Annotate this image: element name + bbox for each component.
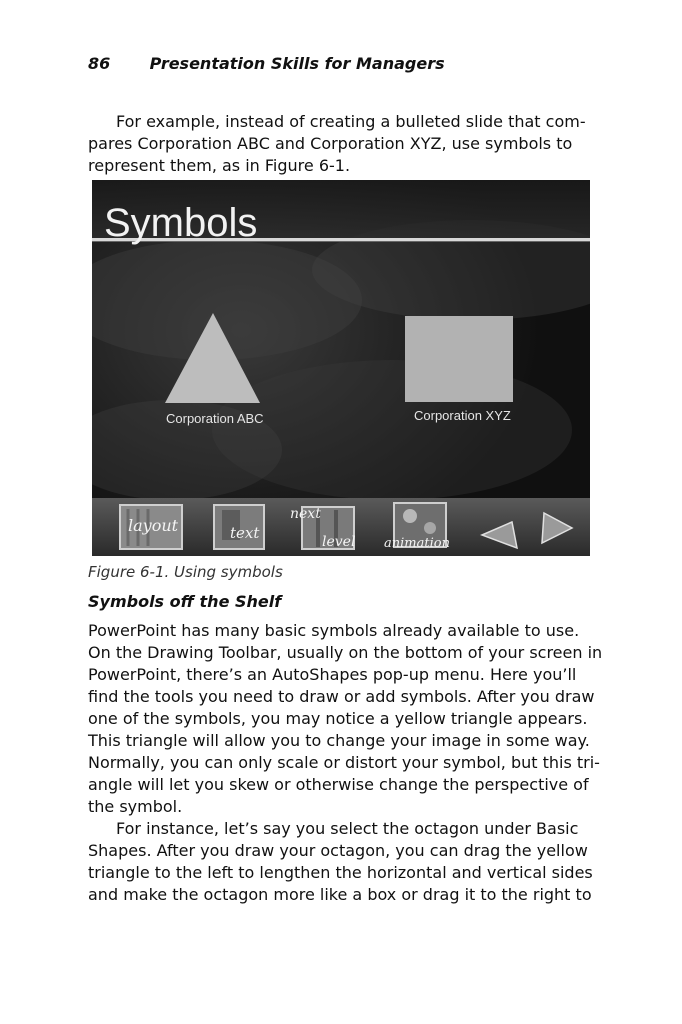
label-corporation-xyz: Corporation XYZ: [414, 408, 511, 423]
next-label: next: [290, 506, 321, 522]
text-label: text: [230, 524, 260, 542]
slide-graphic: [92, 180, 590, 556]
text-line: For instance, let’s say you select the octagon under Basic: [116, 819, 579, 838]
layout-button[interactable]: [120, 505, 182, 549]
text-line: represent them, as in Figure 6-1.: [88, 156, 351, 175]
text-line: This triangle will allow you to change your image in some way.: [88, 731, 590, 750]
book-title: Presentation Skills for Managers: [149, 54, 445, 73]
text-line: angle will let you skew or otherwise change the perspective of: [88, 775, 589, 794]
slide-title: Symbols: [104, 201, 258, 245]
animation-label: animation: [384, 536, 450, 551]
layout-label: layout: [128, 516, 179, 535]
text-line: PowerPoint, there’s an AutoShapes pop-up menu. Here you’ll: [88, 665, 577, 684]
figure-slide: [92, 180, 590, 556]
body-paragraph-2: [88, 818, 598, 906]
text-line: PowerPoint has many basic symbols already available to use.: [88, 621, 580, 640]
page-header: [88, 54, 445, 73]
label-corporation-abc: Corporation ABC: [166, 411, 264, 426]
intro-paragraph: [88, 111, 598, 177]
text-button[interactable]: [214, 505, 264, 549]
square-shape: [405, 316, 513, 402]
page-number: 86: [88, 54, 111, 73]
animation-button[interactable]: [384, 503, 450, 551]
text-line: triangle to the left to lengthen the horizontal and vertical sides: [88, 863, 593, 882]
text-line: Shapes. After you draw your octagon, you can drag the yellow: [88, 841, 588, 860]
text-line: On the Drawing Toolbar, usually on the bottom of your screen in: [88, 643, 603, 662]
level-label: level: [322, 534, 356, 550]
text-line: For example, instead of creating a bulleted slide that com-: [116, 112, 586, 131]
text-line: find the tools you need to draw or add symbols. After you draw: [88, 687, 595, 706]
text-line: one of the symbols, you may notice a yellow triangle appears.: [88, 709, 588, 728]
text-line: pares Corporation ABC and Corporation XYZ, use symbols to: [88, 134, 573, 153]
text-line: Normally, you can only scale or distort your symbol, but this tri-: [88, 753, 600, 772]
text-line: the symbol.: [88, 797, 183, 816]
section-heading: Symbols off the Shelf: [88, 592, 282, 611]
figure-caption: Figure 6-1. Using symbols: [88, 563, 283, 581]
text-line: and make the octagon more like a box or drag it to the right to: [88, 885, 592, 904]
body-paragraph-1: [88, 620, 603, 818]
